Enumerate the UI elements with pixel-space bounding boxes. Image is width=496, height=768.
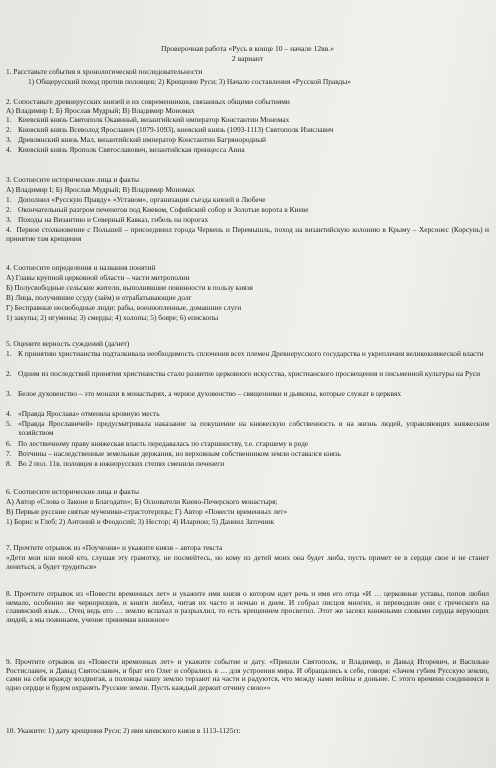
q6-heading: 6. Соотнесите исторические лица и факты [6, 488, 139, 496]
q5-item: 7. Вотчины – наследственные земельные держания, но верховным собственником земли оставался князь [6, 450, 341, 458]
q2-item: 3. Древлянский князь Мал, византийский император Константин Багрянородный [6, 136, 267, 144]
q4-definition: Г) Бесправные несвободные люди: рабы, военнопленные, домашние слуги [6, 304, 242, 312]
q5-item: 3. Белое духовенство – это монахи в монастырях, а черное духовенство – священники и дьяконы, которые служат в церквях [6, 389, 402, 398]
q3-item: 2. Окончательный разгром печенегов под Киевом, Софийский собор и Золотые ворота в Киеве [6, 206, 309, 214]
q6-answers: 1) Борис и Глеб; 2) Антоний и Феодосий; 3) Нестор; 4) Иларион; 5) Даниил Заточник [6, 518, 275, 526]
q3-item: 3. Походы на Византию и Северный Кавказ, гибель на порогах [6, 216, 209, 224]
q2-item: 2. Киевский князь Всеволод Ярославич (1079-1093), киевский князь (1093-1113) Святополк Изяславич [6, 126, 334, 134]
q7-quote: «Дети мои или иной кто, слушая эту грамотку, не посмейтесь, но кому из детей моих она будет люба, пусть примет ее в сердце свое и не станет лениться, а будет трудиться» [6, 553, 489, 571]
q6-line: В) Первые русские святые мученики-страстотерпцы; Г) Автор «Повести временных лет» [6, 508, 288, 516]
q5-item: 1. К принятию христианства подталкивала необходимость сплочения всех племен Древнерусского государства и укрепления великокняжеской власти [6, 349, 484, 358]
q5-item: 8. Во 2 пол. 11в. половцев в южнорусских степях сменили печенеги [6, 460, 225, 468]
q1-body: 1) Общерусский поход против половцев; 2) Крещение Руси; 3) Начало составления «Русской Правды» [28, 78, 351, 86]
variant-label: 2 вариант [231, 54, 264, 63]
q1-heading: 1. Расставьте события в хронологической последовательности [6, 68, 203, 76]
q3-heading: 3. Соотнесите исторические лица и факты [6, 176, 139, 184]
q5-item: 6. По лествичному праву княжеская власть передавалась по старшинству, т.е. старшему в роде [6, 440, 309, 448]
q5-item: 2. Одним из последствий принятия христианства стало развитие церковного искусства, христианского просвещения и письменной культуры на Руси [6, 369, 481, 378]
q3-item-wrapped: 4. Первое столкновение с Польшей – присоединил города Червень и Перемышль, поход на византийскую колонию в Крыму – Херсонес (Корсунь) и принятие там крещения [6, 225, 489, 243]
q3-options: А) Владимир I; Б) Ярослав Мудрый; В) Владимир Мономах [6, 186, 195, 194]
q5-heading: 5. Оцените верность суждений (да/нет) [6, 340, 130, 348]
q6-line: А) Автор «Слова о Законе и Благодати»; Б) Основатели Киево-Печерского монастыря; [6, 498, 278, 506]
q7-heading: 7. Прочтите отрывок из «Поучения» и укажите князя – автора текста [6, 544, 223, 552]
q9-text: 9. Прочтите отрывок из «Повести временных лет» и укажите событие и дату. «Пришли Святополк, и Владимир, и Давыд Игоревич, и Васильке Ростиславич, и Давыд Святославич, и брат его Олег и собрались в … для устроения мира. И обращались к себе, говоря: «Зачем губим Русскую землю, сами на себя вражду воздвигая, а половцы нашу землю терзают на части и радуются, что между нами войны и доныне. С этого времени соединимся в одно сердце и будем охранять Русские земли. Пусть каждый держит отчину свою»» [6, 657, 489, 692]
q2-item: 1. Киевский князь Святополк Окаянный, византийский император Константин Мономах [6, 116, 290, 124]
q2-heading: 2. Сопоставьте древнерусских князей и их современников, связанных общими событиями [6, 98, 290, 106]
q5-item: 5. «Правда Ярославичей» предусматривала наказание за покушение на княжескую собственность и на жизнь людей, управляющих княжеским хозяйством [6, 419, 489, 437]
q5-item: 4. «Правда Ярослава» отменяла кровную месть [6, 410, 160, 418]
q10-text: 10. Укажите: 1) дату крещения Руси; 2) имя киевского князя в 1113-1125гг. [6, 727, 241, 735]
q4-answers: 1) закупы; 2) игумены; 3) смерды; 4) холопы; 5) бояре; 6) епископы [6, 314, 219, 322]
q4-definition: В) Лица, получившие ссуду (заём) и отрабатывающие долг [6, 294, 192, 302]
q8-text: 8. Прочтите отрывок из «Повести временных лет» и укажите имя князя о котором идет речь и имя его отца «И … церковные уставы, попов любил немало, особенно же черноризцев, и книги любил, читая их часто и ночью и днем. И собрал писцов многих, и переводили они с греческого на славянский язык… Отец ведь его … землю вспахал и разрыхлил, то есть крещением просветил. Этот же засеял книжными словами сердца верующих людей, а мы пожинаем, учение принимая книжное» [6, 589, 489, 624]
q3-item: 1. Дополнил «Русскую Правду» «Уставом», организация съезда князей в Любече [6, 196, 266, 204]
worksheet-title: Проверочная работа «Русь в конце 10 – начале 12вв.» [160, 44, 335, 53]
q4-definition: Б) Полусвободные сельские жители, выполнявшие повинности в пользу князя [6, 284, 253, 292]
q4-definition: А) Главы крупной церковной области – части митрополии [6, 274, 190, 282]
q2-options: А) Владимир I; Б) Ярослав Мудрый; В) Владимир Мономах [6, 107, 195, 115]
q4-heading: 4. Соотнесите определения и названия понятий [6, 264, 156, 272]
q2-item: 4. Киевский князь Ярополк Святославович, византийская принцесса Анна [6, 146, 245, 154]
